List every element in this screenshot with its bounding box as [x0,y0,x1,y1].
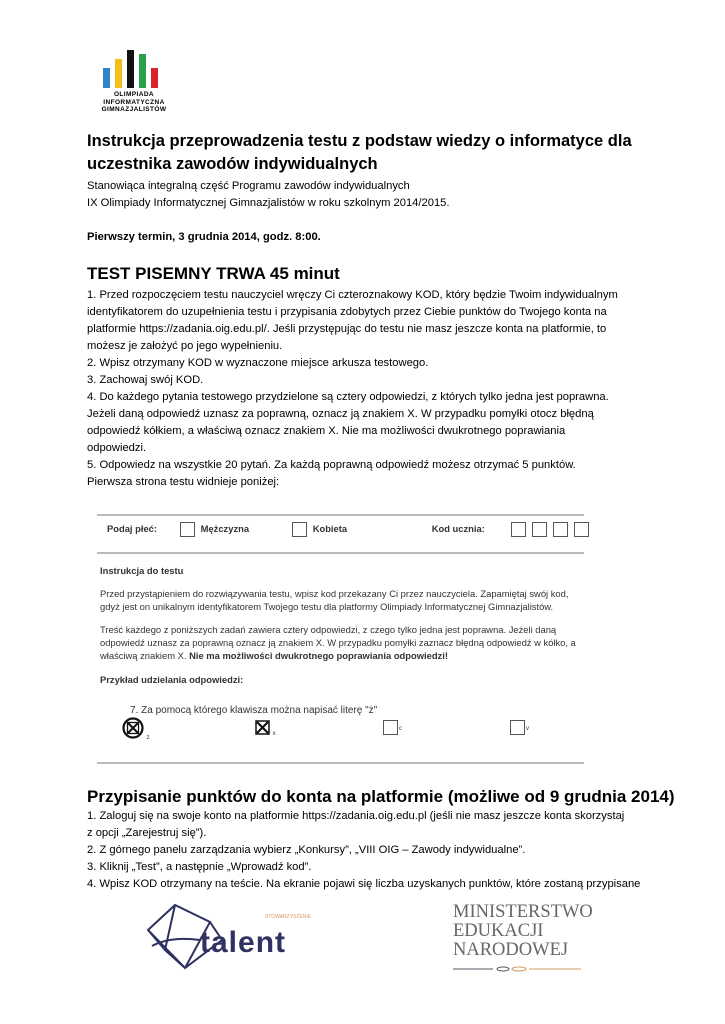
document-title: Instrukcja przeprowadzenia testu z podstaw wiedzy o informatyce dla [87,132,632,150]
answer-letter: v [526,725,529,732]
instruction-heading: Instrukcja do testu [100,565,184,576]
male-label: Mężczyzna [200,522,250,534]
code-box[interactable] [574,522,589,537]
talent-name: talent [200,926,287,959]
subtitle: Stanowiąca integralną część Programu zawodów indywidualnych [87,180,410,192]
men-text: MINISTERSTWO [453,902,593,922]
talent-small-text: STOWARZYSZENIE [265,914,312,920]
test-heading: TEST PISEMNY TRWA 45 minut [87,264,340,283]
logo-bar [127,50,134,88]
logo-text: INFORMATYCZNA [103,98,165,106]
men-text: EDUKACJI [453,921,544,941]
code-box[interactable] [511,522,526,537]
men-text: NARODOWEJ [453,940,569,960]
test-instructions [87,287,618,491]
instruction-line: 4. Wpisz KOD otrzymany na teście. Na ekranie pojawi się liczba uzyskanych punktów, które zostaną przypisane [87,878,641,890]
gender-label: Podaj płeć: [107,522,158,534]
instruction-line: identyfikatorem do uzupełnienia testu i przypisania zdobytych przez Ciebie punktów do Twojego konta na [87,306,607,318]
answer-checkbox[interactable] [383,720,398,735]
instruction-line: 2. Z górnego panelu zarządzania wybierz „Konkursy”, „VIII OIG – Zawody indywidualne”. [87,844,526,856]
instruction-line: możesz je założyć po jego wypełnieniu. [87,340,283,352]
first-term: Pierwszy termin, 3 grudnia 2014, godz. 8:00. [87,231,321,243]
scan-text: właściwą znakiem X. [100,650,190,661]
instruction-line: platformie https://zadania.oig.edu.pl/. Jeśli przystępując do testu nie masz jeszcze konta na platformie, to [87,323,607,335]
instruction-line: odpowiedzi. [87,442,147,454]
female-label: Kobieta [312,522,348,534]
instruction-line: 4. Do każdego pytania testowego przydzielone są cztery odpowiedzi, z których tylko jedna jest poprawna. [87,391,609,403]
circled-x-icon [122,717,144,739]
answer-letter: x [272,731,276,737]
female-checkbox[interactable] [292,522,307,537]
checked-x-icon [255,720,270,735]
men-logo [453,903,593,973]
logo-bar [115,59,122,88]
document-title: uczestnika zawodów indywidualnych [87,155,378,173]
scan-text: gdyż jest on unikalnym identyfikatorem Twojego testu dla platformy Olimpiady Informatycznej Gimnazjalistów. [100,601,554,612]
instruction-line: Pierwsza strona testu widnieje poniżej: [87,476,280,488]
points-instructions [87,808,640,893]
code-label: Kod ucznia: [431,522,485,534]
logo-bar [139,54,146,88]
answer-letter: z [146,735,150,741]
instruction-line: 1. Zaloguj się na swoje konto na platformie https://zadania.oig.edu.pl (jeśli nie masz jeszcze konta skorzystaj [87,810,625,822]
answer-empty [383,720,402,735]
code-box[interactable] [532,522,547,537]
logo-text: GIMNAZJALISTÓW [101,106,167,113]
instruction-line: 3. Kliknij „Test”, a następnie „Wprowadź kod”. [87,861,312,873]
points-heading: Przypisanie punktów do konta na platformie (możliwe od 9 grudnia 2014) [87,787,675,806]
instruction-line: Jeżeli daną odpowiedź uznasz za poprawną, oznacz ją znakiem X. W przypadku pomyłki otocz błędną [87,408,594,420]
test-form-scan [92,505,584,767]
scan-bold-text: Nie ma możliwości dwukrotnego poprawiania odpowiedzi! [189,650,448,661]
example-heading: Przykład udzielania odpowiedzi: [100,674,244,685]
instruction-line: odpowiedź kółkiem, a właściwą oznacz znakiem X. Nie ma możliwości dwukrotnego poprawiania [87,425,566,437]
logo-bar [103,68,110,88]
logo-text: OLIMPIADA [113,91,155,98]
men-underline-icon [453,965,581,973]
instruction-line: 2. Wpisz otrzymany KOD w wyznaczone miejsce arkusza testowego. [87,357,429,369]
answer-checkbox[interactable] [510,720,525,735]
scan-text: Przed przystąpieniem do rozwiązywania testu, wpisz kod przekazany Ci przez nauczyciela. Zapamiętaj swój kod, [100,588,569,599]
subtitle: IX Olimpiady Informatycznej Gimnazjalistów w roku szkolnym 2014/2015. [87,197,450,209]
example-question: 7. Za pomocą którego klawisza można napisać literę "ż" [130,705,378,716]
answer-empty [510,720,529,735]
answer-letter: c [399,725,402,732]
code-box[interactable] [553,522,568,537]
scan-text: odpowiedź uznasz za poprawną oznacz ją znakiem X. W przypadku pomyłki zaznacz błędną odpowiedź w kółko, a [100,637,576,648]
instruction-line: 5. Odpowiedz na wszystkie 20 pytań. Za każdą poprawną odpowiedź możesz otrzymać 5 punktów. [87,459,576,471]
instruction-line: 3. Zachowaj swój KOD. [87,374,204,386]
answer-checked [255,720,276,737]
instruction-line: z opcji „Zarejestruj się”). [87,827,207,839]
male-checkbox[interactable] [180,522,195,537]
logo-bars [103,50,163,88]
answer-circled [122,717,150,741]
talent-logo [140,900,320,970]
instruction-line: 1. Przed rozpoczęciem testu nauczyciel wręczy Ci czteroznakowy KOD, który będzie Twoim indywidualnym [87,289,618,301]
oig-logo [100,50,175,120]
scan-text: Treść każdego z poniższych zadań zawiera cztery odpowiedzi, z czego tylko jedna jest poprawna. Jeżeli daną [100,624,557,635]
logo-bar [151,68,158,88]
